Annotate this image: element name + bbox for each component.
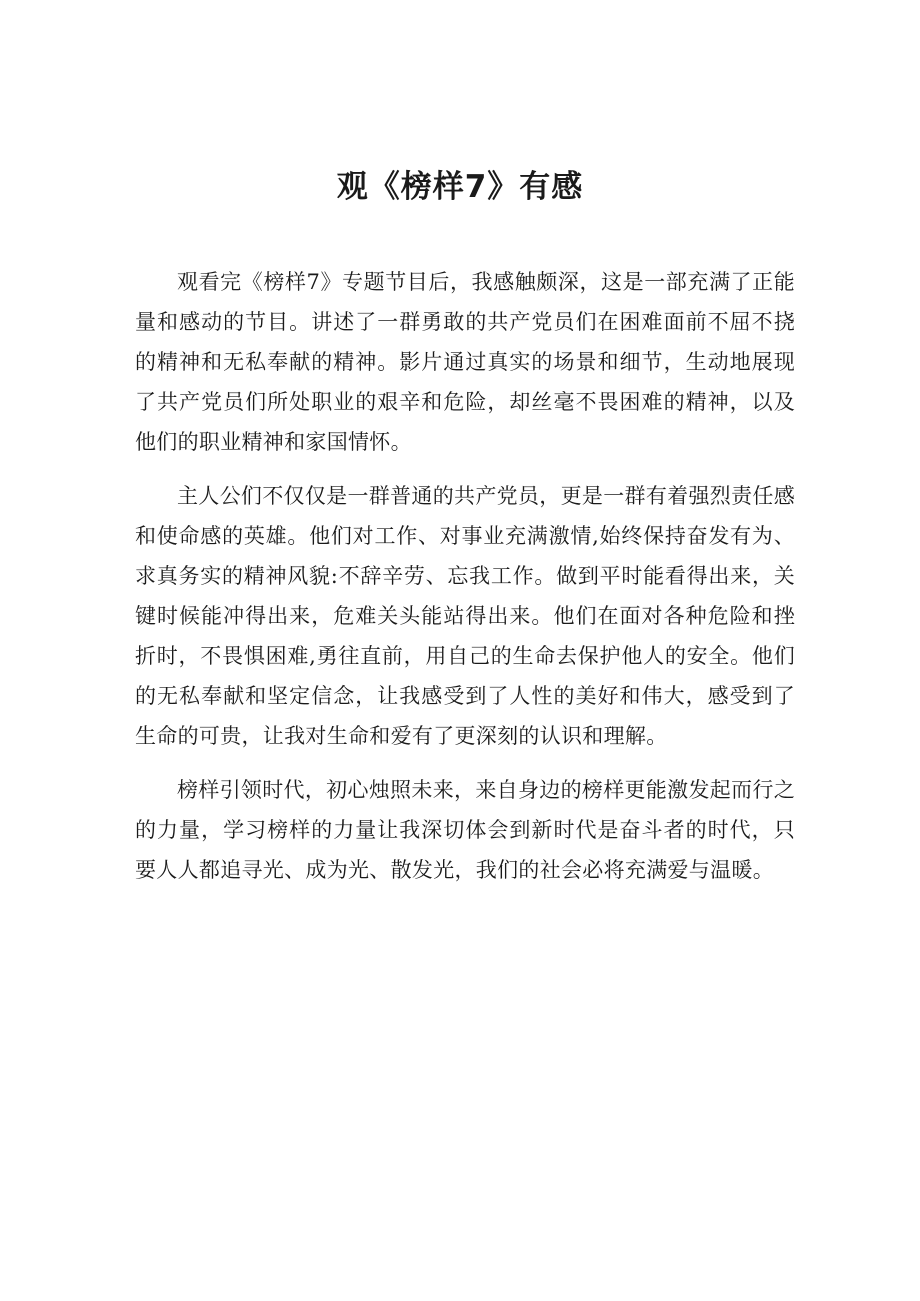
paragraph-3: 榜样引领时代，初心烛照未来，来自身边的榜样更能激发起而行之的力量，学习榜样的力量让我深切体会到新时代是奋斗者的时代，只要人人都追寻光、成为光、散发光，我们的社会必将充满爱与温暖。 — [135, 778, 795, 882]
document-title: 观《榜样7》有感 — [336, 169, 584, 205]
document-body — [135, 262, 795, 904]
paragraph-1: 观看完《榜样7》专题节目后，我感触颇深，这是一部充满了正能量和感动的节目。讲述了一群勇敢的共产党员们在困难面前不屈不挠的精神和无私奉献的精神。影片通过真实的场景和细节，生动地展现了共产党员们所处职业的艰辛和危险，却丝毫不畏困难的精神，以及他们的职业精神和家国情怀。 — [135, 270, 795, 454]
paragraph-2: 主人公们不仅仅是一群普通的共产党员，更是一群有着强烈责任感和使命感的英雄。他们对工作、对事业充满激情,始终保持奋发有为、求真务实的精神风貌:不辞辛劳、忘我工作。做到平时能看得出来，关键时候能冲得出来，危难关头能站得出来。他们在面对各种危险和挫折时，不畏惧困难,勇往直前，用自己的生命去保护他人的安全。他们的无私奉献和坚定信念，让我感受到了人性的美好和伟大，感受到了生命的可贵，让我对生命和爱有了更深刻的认识和理解。 — [135, 484, 795, 748]
